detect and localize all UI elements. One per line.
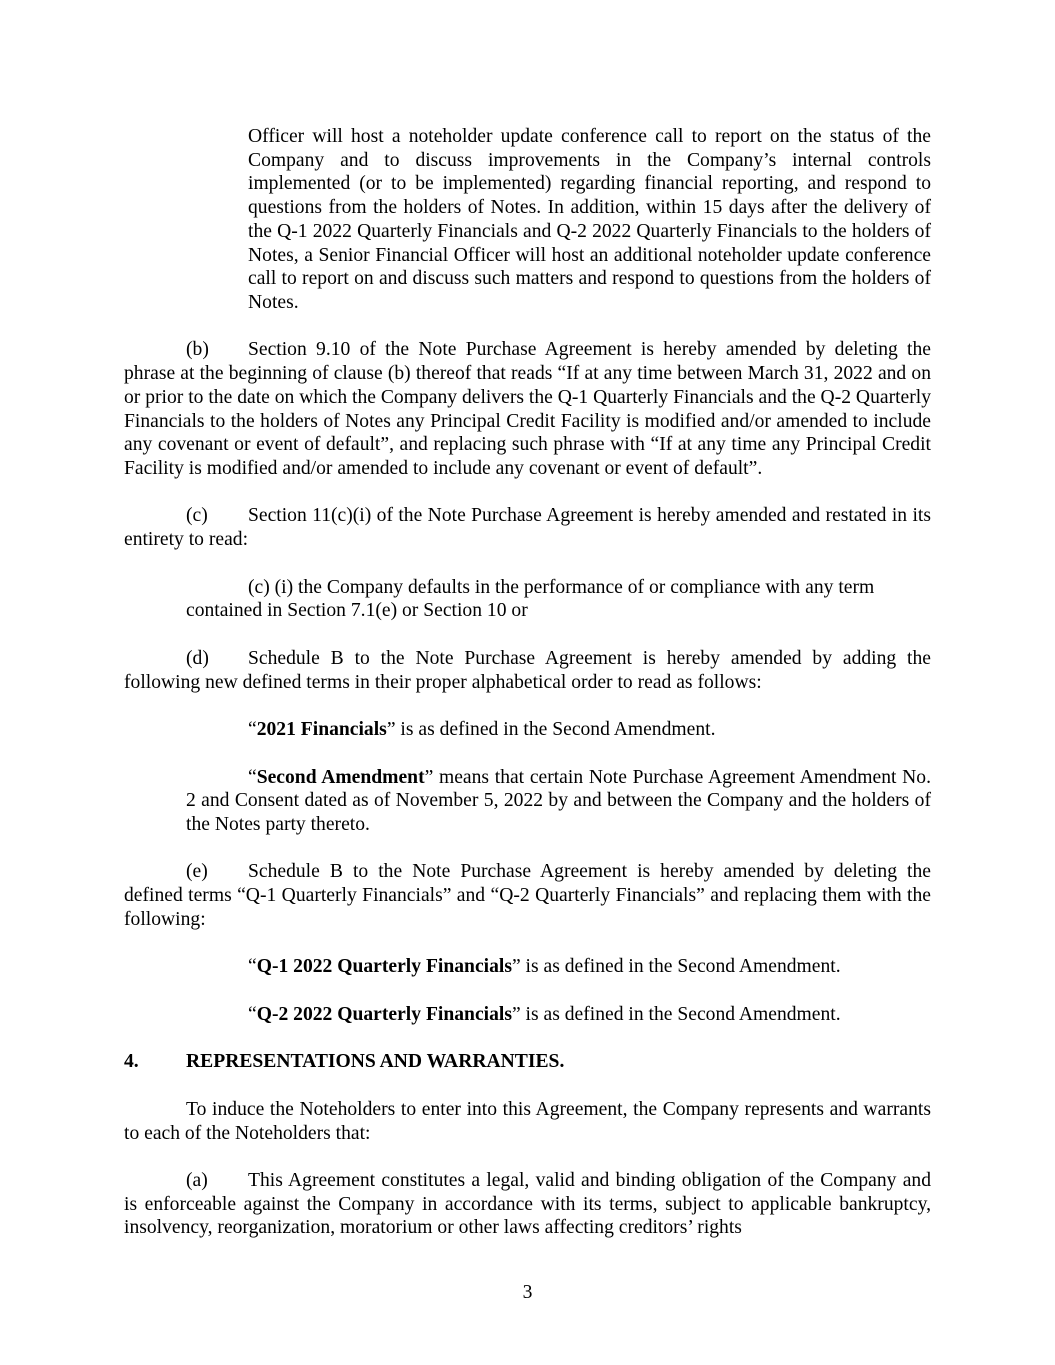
defined-term: Q-2 2022 Quarterly Financials xyxy=(256,1003,512,1025)
paragraph-4a xyxy=(124,1169,931,1240)
definition-q1-financials xyxy=(186,955,931,979)
section-title: REPRESENTATIONS AND WARRANTIES. xyxy=(186,1051,565,1073)
paragraph-c-label: (c) xyxy=(186,505,208,527)
section-number: 4. xyxy=(124,1051,139,1073)
paragraph-e-label: (e) xyxy=(186,861,208,883)
paragraph-b-label: (b) xyxy=(186,339,209,361)
page-number: 3 xyxy=(522,1282,533,1303)
defined-term: Second Amendment xyxy=(256,766,425,788)
paragraph-e-text: Schedule B to the Note Purchase Agreement is hereby amended by deleting the defined terms “Q-1 Quarterly Financials” and “Q-2 Quarterly Financials” and replacing them with the following: xyxy=(124,861,931,930)
paragraph-d-text: Schedule B to the Note Purchase Agreement is hereby amended by adding the following new defined terms in their proper alphabetical order to read as follows: xyxy=(124,647,931,693)
definition-text: ” is as defined in the Second Amendment. xyxy=(511,1003,841,1025)
paragraph-4a-text: This Agreement constitutes a legal, valid and binding obligation of the Company and is enforceable against the Company in accordance with its terms, subject to applicable bankruptcy, insolvency, reorganization, moratorium or other laws affecting creditors’ rights xyxy=(124,1170,931,1239)
open-quote: “ xyxy=(248,766,257,788)
paragraph-e xyxy=(124,860,931,931)
paragraph-c xyxy=(124,504,931,551)
definition-q2-financials xyxy=(186,1003,931,1027)
definition-text: ” is as defined in the Second Amendment. xyxy=(386,719,716,741)
open-quote: “ xyxy=(248,956,257,978)
defined-term: 2021 Financials xyxy=(256,719,387,741)
paragraph-d-label: (d) xyxy=(186,647,209,669)
paragraph-b xyxy=(124,338,931,480)
paragraph-4a-label: (a) xyxy=(186,1170,208,1192)
quoted-clause-c: (c) (i) the Company defaults in the performance of or compliance with any term contained in Section 7.1(e) or Section 10 or xyxy=(186,576,875,622)
definition-2021-financials xyxy=(186,718,931,742)
paragraph-d xyxy=(124,647,931,694)
definition-second-amendment xyxy=(186,766,931,837)
open-quote: “ xyxy=(248,719,257,741)
open-quote: “ xyxy=(248,1003,257,1025)
defined-term: Q-1 2022 Quarterly Financials xyxy=(256,956,512,978)
paragraph-c-text: Section 11(c)(i) of the Note Purchase Agreement is hereby amended and restated in its entirety to read: xyxy=(124,505,931,551)
section-4-heading xyxy=(124,1050,931,1074)
paragraph-b-text: Section 9.10 of the Note Purchase Agreement is hereby amended by deleting the phrase at the beginning of clause (b) thereof that reads “If at any time between March 31, 2022 and on or prior to the date on which the Company delivers the Q-1 Quarterly Financials and the Q-2 Quarterly Financials to the holders of Notes any Principal Credit Facility is modified and/or amended to include any covenant or event of default”, and replacing such phrase with “If at any time any Principal Credit Facility is modified and/or amended to include any covenant or event of default”. xyxy=(124,339,931,479)
continuation-paragraph: Officer will host a noteholder update conference call to report on the status of the Company and to discuss improvements in the Company’s internal controls implemented (or to be implemented) regarding financial reporting, and respond to questions from the holders of Notes. In addition, within 15 days after the delivery of the Q-1 2022 Quarterly Financials and Q-2 2022 Quarterly Financials to the holders of Notes, a Senior Financial Officer will host an additional noteholder update conference call to report on and discuss such matters and respond to questions from the holders of Notes. xyxy=(248,126,931,313)
definition-text: ” means that certain Note Purchase Agreement Amendment No. 2 and Consent dated as of November 5, 2022 by and between the Company and the holders of the Notes party thereto. xyxy=(186,766,931,835)
section-4-intro: To induce the Noteholders to enter into this Agreement, the Company represents and warrants to each of the Noteholders that: xyxy=(124,1098,931,1144)
document-page xyxy=(124,125,931,1240)
definition-text: ” is as defined in the Second Amendment. xyxy=(511,956,841,978)
